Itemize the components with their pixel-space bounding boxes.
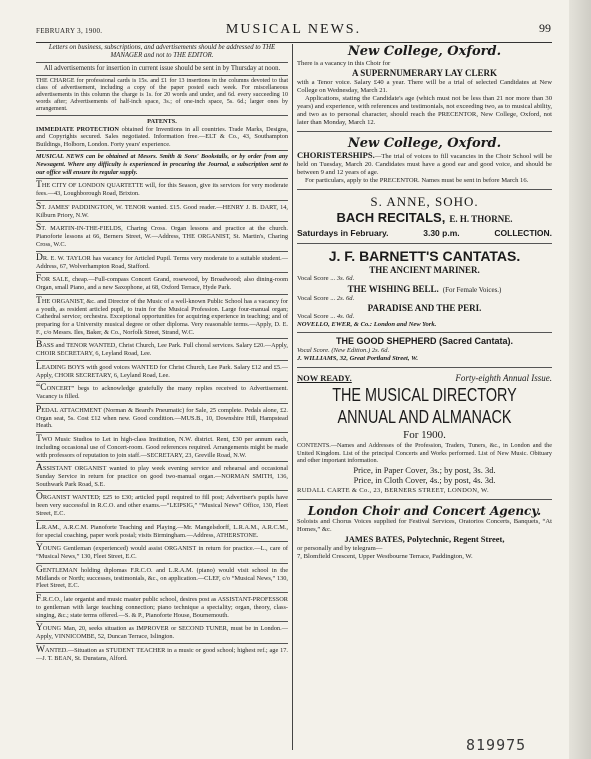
recital-collection: COLLECTION.	[494, 228, 552, 238]
ad-text: HE CITY OF LONDON QUARTETTE will, for this Season, give its services for very moderate fees.—43, Loughborough Road, Brixton.	[36, 182, 288, 198]
directory-title-2: ANNUAL AND ALMANACK	[337, 407, 512, 427]
recital-when: Saturdays in February.	[297, 228, 389, 238]
vacancy-text-1: with a Tenor voice. Salary £40 a year. There will be a trial of selected Candidates at New College on Wednesday, March 21.	[297, 79, 552, 94]
soho-heading: S. ANNE, SOHO.	[370, 194, 479, 209]
charge-notice: THE CHARGE for professional cards is 15s. and £1 for 13 insertions in the columns devoted to that class of advertisement, including a copy of the paper posted each week. For miscellaneous advertisements in this column the charge is 1s. for 20 words and under, and 6d. every succeeding 10 words after; Advertisements of half-inch space, 3s.; of one-inch space, 5s. 6d.; larger ones by arrangement.	[36, 78, 288, 112]
divider	[36, 520, 288, 521]
score-price: 2s. 6d.	[336, 295, 355, 302]
classified-ad	[36, 406, 288, 430]
classified-ad	[36, 254, 288, 271]
barnett-publisher: NOVELLO, EWER, & Co.: London and New York.	[297, 321, 437, 328]
classified-ad	[36, 646, 288, 663]
ad-text: ONCERT” begs to acknowledge gratefully the many replies received to Advertisement. Vacancy is filled.	[36, 385, 288, 401]
divider	[36, 200, 288, 201]
directory-price-paper: Price, in Paper Cover, 3s.; by post, 3s. 3d.	[353, 464, 496, 475]
divider	[297, 243, 552, 244]
agency-name: JAMES BATES, Polytechnic, Regent Street,	[344, 533, 505, 544]
classified-ad	[36, 384, 288, 401]
divider	[297, 499, 552, 500]
divider	[36, 490, 288, 491]
deadline-notice: All advertisements for insertion in current issue should be sent in by Thursday at noon.	[43, 65, 281, 72]
divider	[36, 403, 288, 404]
agency-services: Soloists and Chorus Voices supplied for Festival Services, Oratorios Concerts, Banquets, “At Homes,” &c.	[297, 517, 552, 533]
divider	[36, 294, 288, 295]
ad-initial: O	[36, 492, 43, 503]
header-rule	[36, 42, 552, 43]
divider	[36, 251, 288, 252]
good-shepherd-title: THE GOOD SHEPHERD (Sacred Cantata).	[335, 336, 514, 346]
classified-ad	[36, 203, 288, 220]
new-college-heading-2: New College, Oxford.	[347, 136, 502, 151]
classified-ad	[36, 523, 288, 540]
vacancy-role: A SUPERNUMERARY LAY CLERK	[352, 68, 497, 78]
divider	[36, 541, 288, 542]
divider	[36, 221, 288, 222]
ad-text: WO Music Studios to Let in high-class Institution, N.W. district. Rent, £30 per annum each, including occasional use of Concert-room. Good references required. Arrangements might be made with professors of reputation to join staff.—SECRETARY, 23, Greville Road, N.W.	[36, 436, 288, 459]
masthead-title: MUSICAL NEWS.	[225, 22, 362, 37]
directory-publisher: RUDALL CARTE & Co., 23, BERNERS STREET, LONDON, W.	[297, 486, 489, 494]
score-label: Vocal Score	[297, 313, 329, 320]
divider	[36, 621, 288, 622]
classified-ads-list	[36, 181, 288, 662]
cantata-paradise-peri: PARADISE AND THE PERI.	[367, 303, 482, 313]
new-college-heading: New College, Oxford.	[347, 44, 502, 59]
page-binding-edge	[569, 0, 591, 759]
issue-date: FEBRUARY 3, 1900.	[36, 27, 103, 35]
divider	[36, 178, 288, 179]
left-column	[36, 44, 288, 750]
classified-ad	[36, 595, 288, 619]
classified-ad	[36, 275, 288, 292]
classified-ad	[36, 181, 288, 198]
archive-stamp-number: 819975	[466, 736, 527, 754]
divider	[297, 367, 552, 368]
classified-ad	[36, 297, 288, 336]
classified-ad	[36, 435, 288, 459]
ad-initial: F	[36, 274, 42, 285]
divider	[36, 62, 288, 63]
classified-ad	[36, 493, 288, 517]
divider	[36, 75, 288, 76]
recital-organist: E. H. THORNE.	[449, 214, 513, 224]
patents-title: PATENTS.	[147, 118, 177, 125]
ad-text: R.AM., A.R.C.M. Pianoforte Teaching and Playing.—Mr. Mangelsdorff, L.R.A.M., A.R.C.M., for special coaching, paper work postal; visits Birmingham.—Address, ATHERSTONE.	[36, 523, 288, 539]
ad-initial: L	[36, 521, 42, 532]
right-column: New College, Oxford. There is a vacancy in this Choir for A SUPERNUMERARY LAY CLERK with a Tenor voice. Salary £40 a year. There will be a trial of selected Candidates at New College on Wednesday, March 21. Applications, stating the Candidate's age (which must not be less than 21 nor more than 30 years) and experience, with references and testimonials, not exceeding two, as to musical ability, and two as to personal character, should reach the PRECENTOR, New College, Oxford, not later than Monday, March 12. New College, Oxford. CHORISTERSHIPS.—The trial of voices to fill vacancies in the Choir School will be held on Tuesday, March 20. Candidates must have a good ear and good voice, and should be between 9 and 12 years of age. For particulars, apply to the PRECENTOR. Names must be sent in before March 16. S. ANNE, SOHO. BACH RECITALS, E. H. THORNE. Saturdays in February. 3.30 p.m. COLLECTION. J. F. BARNETT'S CANTATAS. THE ANCIENT MARINER. Vocal Score ... 3s. 6d. THE WISHING BELL. (For Female Voices.) Vocal Score ... 2s. 6d. PARADISE AND THE PERI. Vocal Score ... 4s. 0d. NOVELLO, EWER, & Co.: London and New York. THE GOOD SHEPHERD (Sacred Cantata). Vocal Score. (New Edition.) 2s. 6d. J. WILLIAMS, 32, Great Portland Street, W. NOW READY. Forty-eighth Annual Issue. THE MUSICAL DIRECTORY ANNUAL AND ALMANACK For 1900. CONTENTS.—Names and Addresses of the Profession, Traders, Tuners, &c., in London and the United Kingdom. List of the principal Concerts and Works performed. List of New Music. Obituary and other important information. Price, in Paper Cover, 3s.; by post, 3s. 3d. Price, in Cloth Cover, 4s.; by post, 4s. 3d. RUDALL CARTE & Co., 23, BERNERS STREET, LONDON, W. London Choir and Concert Agency. Soloists and Chorus Voices supplied for Festival Services, Oratorios Concerts, Banquets, “At Homes,” &c. JAMES BATES, Polytechnic, Regent Street, or personally and by telegram— 7, Blomfield Crescent, Upper Westbourne Terrace, Paddington, W.	[297, 44, 552, 560]
column-divider	[292, 44, 293, 750]
divider	[297, 189, 552, 190]
bach-recitals: BACH RECITALS,	[336, 210, 446, 225]
cantata-wishing-bell: THE WISHING BELL.	[347, 284, 439, 294]
ad-initial: Y	[36, 623, 43, 634]
letters-notice: Letters on business, subscriptions, and advertisements should be addressed to THE MANAGER and not to THE EDITOR.	[48, 44, 276, 59]
ad-text: ANTED.—Situation as STUDENT TEACHER in a music or good school; highest ref.; age 17.—J. T. BEAN, St. Dunstans, Alford.	[36, 646, 288, 662]
classified-ad	[36, 224, 288, 248]
good-shepherd-publisher: J. WILLIAMS, 32, Great Portland Street, W.	[297, 355, 419, 362]
ad-initial: B	[36, 340, 43, 351]
choristerships-lead: CHORISTERSHIPS.	[297, 150, 375, 160]
divider	[36, 272, 288, 273]
classified-ad	[36, 464, 288, 488]
agency-contact-note: or personally and by telegram—	[297, 544, 383, 552]
ad-initial: L	[36, 361, 42, 372]
annual-issue: Forty-eighth Annual Issue.	[455, 373, 552, 383]
score-label: Vocal Score	[297, 275, 329, 282]
ad-text: T. JAMES' PADDINGTON, W. TENOR wanted. £15. Good reader.—HENRY J. B. DART, 14, Kilburn Priory, N.W.	[36, 203, 288, 219]
agency-heading: London Choir and Concert Agency.	[307, 503, 542, 518]
agency-address: 7, Blomfield Crescent, Upper Westbourne Terrace, Paddington, W.	[297, 552, 473, 560]
classified-ad	[36, 624, 288, 641]
barnett-title: J. F. BARNETT'S CANTATAS.	[328, 248, 521, 264]
divider	[36, 461, 288, 462]
classified-ad	[36, 544, 288, 561]
ad-initial: F	[36, 594, 42, 604]
divider	[36, 360, 288, 361]
vacancy-text-2: Applications, stating the Candidate's age (which must not be less than 21 nor more than 30 years) and experience, with references and testimonials, not exceeding two, as to musical ability, and two as to personal character, should reach the PRECENTOR, New College, Oxford, not later than Monday, March 12.	[297, 95, 552, 126]
ad-initial: W	[36, 644, 45, 655]
divider	[36, 432, 288, 433]
ad-initial: T	[36, 434, 42, 445]
ad-text: T. MARTIN-IN-THE-FIELDS, Charing Cross. Organ lessons and practice at the church. Pianoforte lessons at 66, Berners Street, W.—Address, THE ORGANIST, St. Martin's, Charing Cross, W.C.	[36, 225, 288, 248]
ad-initial: G	[36, 564, 43, 575]
ad-initial: A	[36, 463, 43, 474]
divider	[36, 643, 288, 644]
ad-initial: T	[36, 295, 42, 306]
ad-text: R. E. W. TAYLOR has vacancy for Articled Pupil. Terms very moderate to a suitable student.—Address, 67, Wolverhampton Road, Stafford.	[36, 254, 288, 270]
directory-contents: CONTENTS.—Names and Addresses of the Profession, Traders, Tuners, &c., in London and the United Kingdom. List of the principal Concerts and Works performed. List of New Music. Obituary and other important information.	[297, 442, 552, 465]
recital-time: 3.30 p.m.	[423, 228, 460, 238]
divider	[297, 332, 552, 333]
ad-text: ASS and TENOR WANTED, Christ Church, Lee Park. Full choral services. Salary £20.—Apply, CHOIR SECRETARY, 6, Leyland Road, Lee.	[36, 342, 288, 358]
score-price: 3s. 6d.	[336, 275, 355, 282]
ad-text: OUNG Man, 20, seeks situation as IMPROVER or SECOND TUNER, must be in London.—Apply, VINNICOMBE, 52, Duncan Terrace, Islington.	[36, 625, 288, 641]
score-label: Vocal Score	[297, 295, 329, 302]
classified-ad	[36, 566, 288, 590]
divider	[36, 563, 288, 564]
choristerships-text: —The trial of voices to fill vacancies in the Choir School will be held on Tuesday, March 20. Candidates must have a good ear and good voice, and should be between 9 and 12 years of age.	[297, 153, 552, 176]
ad-text: EADING BOYS with good voices WANTED for Christ Church, Lee Park. Salary £12 and £5.—Apply, CHOIR SECRETARY, 6, Leyland Road, Lee.	[36, 363, 288, 379]
ad-text: SSISTANT ORGANIST wanted to play week evening service and rehearsal and occasional Sunday Service in return for practice on good two-manual organ.—NORMAN SMITH, 136, Southwark Park Road, S.E.	[36, 465, 288, 488]
ad-text: OR SALE, cheap.—Full-compass Concert Grand, rosewood, by Broadwood; also dining-room Organ, small Piano, and a new Saxophone, at 68, Oxford Terrace, Hyde Park.	[36, 276, 288, 292]
page-number: 99	[539, 21, 551, 35]
directory-year: For 1900.	[403, 429, 446, 441]
divider	[36, 592, 288, 593]
cantata-note: (For Female Voices.)	[442, 286, 502, 294]
ad-initial: “C	[36, 383, 47, 394]
divider	[36, 150, 288, 151]
cantata-ancient-mariner: THE ANCIENT MARINER.	[369, 265, 480, 275]
ad-initial: S	[36, 201, 42, 212]
page-header	[36, 18, 551, 40]
directory-price-cloth: Price, in Cloth Cover, 4s.; by post, 4s. 3d.	[353, 474, 496, 485]
vacancy-intro: There is a vacancy in this Choir for	[297, 60, 391, 67]
classified-ad	[36, 363, 288, 380]
patents-text: obtained for Inventions in all countries. Trade Marks, Designs, and Copyrights secured. Sales negotiated. Information free.—ELT & Co., 43, Southampton Buildings, Holborn, London. Forty years' experience.	[36, 125, 288, 148]
musical-news-notice: MUSICAL NEWS can be obtained at Messrs. Smith & Sons' Bookstalls, or by order from any Newsagent. Where any difficulty is experienced in procuring the Journal, a subscription sent to our office will ensure its regular supply.	[36, 153, 288, 176]
ad-initial: P	[36, 404, 42, 415]
divider	[36, 115, 288, 116]
classified-ad	[36, 341, 288, 358]
patents-subtitle: IMMEDIATE PROTECTION	[36, 125, 119, 133]
divider	[36, 338, 288, 339]
ad-initial: S	[36, 223, 42, 234]
ad-text: RGANIST WANTED; £25 to £30; articled pupil required to fill post; Advertiser's pupils have been very successful in R.C.O. and other exams.—“LEIPSIG,” “Musical News” Office, 130, Fleet Street, E.C.	[36, 494, 288, 518]
divider	[36, 381, 288, 382]
score-price: 4s. 0d.	[336, 313, 355, 320]
choristerships-particulars: For particulars, apply to the PRECENTOR. Names must be sent in before March 16.	[305, 177, 529, 184]
ad-text: OUNG Gentleman (experienced) would assist ORGANIST in return for practice.—L., care of “Musical News,” 130, Fleet Street, E.C.	[36, 545, 288, 561]
now-ready: NOW READY.	[297, 373, 352, 383]
ad-text: ENTLEMAN holding diplomas F.R.C.O. and L.R.A.M. (piano) would visit school in the Midlands or North; successes, testimonials, &c., on application.—CLEF, c/o “Musical News,” 130, Fleet Street, E.C.	[36, 566, 288, 590]
ad-text: .R.C.O., late organist and music master public school, desires post as ASSISTANT-PROFESSOR to gentleman with large teaching connection; piano technique a speciality; organ, theory, class-singing, &c.; state terms offered.—S. & P., Pianoforte House, Bournemouth.	[36, 596, 288, 619]
directory-title-1: THE MUSICAL DIRECTORY	[332, 385, 517, 405]
ad-initial: Y	[36, 543, 43, 554]
ad-initial: D	[36, 252, 43, 263]
ad-text: HE ORGANIST, &c. and Director of the Music of a well-known Public School has a vacancy for a youth, as resident articled pupil, to train for the Musical Profession. Large four-manual organ; Cathedral service; orchestra. Exceptional opportunities for acquiring experience in teaching; and of preparing for a University musical degree or other diploma. Very reasonable terms.—Apply, D. E. F., c/o Messrs. Iles, Baker, & Co., Norfolk Street, Strand, W.C.	[36, 297, 288, 336]
good-shepherd-price: Vocal Score. (New Edition.) 2s. 6d.	[297, 347, 390, 354]
ad-initial: T	[36, 180, 42, 191]
ad-text: EDAL ATTACHMENT (Norman & Beard's Pneumatic) for Sale, 25 complete. Pedals alone, £2. Organ seat, 5s. Cost £12 when new. Good condition.—MUS.B., 10, Downshire Hill, Hampstead Heath.	[36, 406, 288, 430]
divider	[297, 131, 552, 132]
